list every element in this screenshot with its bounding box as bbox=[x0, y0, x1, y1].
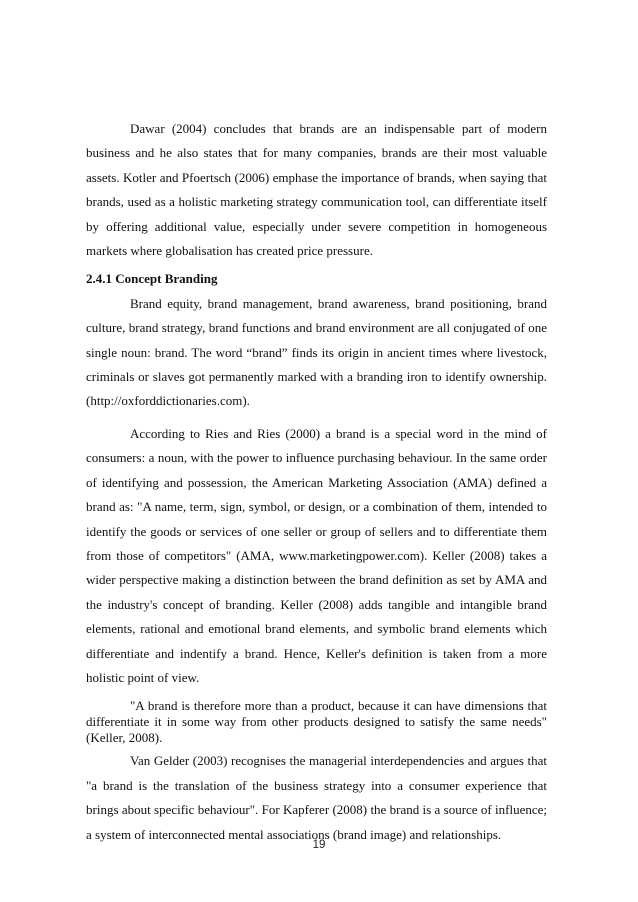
section-heading: 2.4.1 Concept Branding bbox=[86, 271, 218, 287]
paragraph-van-gelder: Van Gelder (2003) recognises the managerial interdependencies and argues that "a brand is the translation of the business strategy into a consumer experience that brings about specific behaviour". For Kapferer (2008) the brand is a source of influence; a system of interconnected mental associations (brand image) and relationships. bbox=[86, 753, 547, 842]
block-quote-keller: "A brand is therefore more than a product, because it can have dimensions that differentiate it in some way from other products designed to satisfy the same needs" (Keller, 2008). bbox=[86, 698, 547, 746]
paragraph-brand-equity: Brand equity, brand management, brand awareness, brand positioning, brand culture, brand strategy, brand functions and brand environment are all conjugated of one single noun: brand. The word “brand” finds its origin in ancient times where livestock, criminals or slaves got permanently marked with a branding iron to identify ownership. (http://oxforddictionaries.com). bbox=[86, 295, 547, 409]
paragraph-ries: According to Ries and Ries (2000) a brand is a special word in the mind of consumers: a noun, with the power to influence purchasing behaviour. In the same order of identifying and possession, the American Marketing Association (AMA) defined a brand as: "A name, term, sign, symbol, or design, or a combination of them, intended to identify the goods or services of one seller or group of sellers and to differentiate them from those of competitors" (AMA, www.marketingpower.com). Keller (2008) takes a wider perspective making a distinction between the brand definition as set by AMA and the industry's concept of branding. Keller (2008) adds tangible and intangible brand elements, rational and emotional brand elements, and symbolic brand elements which differentiate and indentify a brand. Hence, Keller's definition is taken from a more holistic point of view. bbox=[86, 425, 547, 685]
page-number: 19 bbox=[312, 839, 326, 851]
paragraph-dawar: Dawar (2004) concludes that brands are an indispensable part of modern business and he also states that for many companies, brands are their most valuable assets. Kotler and Pfoertsch (2006) emphase the importance of brands, when saying that brands, used as a holistic marketing strategy communication tool, can differentiate itself by offering additional value, especially under severe competition in homogeneous markets where globalisation has created price pressure. bbox=[86, 121, 547, 259]
document-page bbox=[86, 117, 547, 847]
